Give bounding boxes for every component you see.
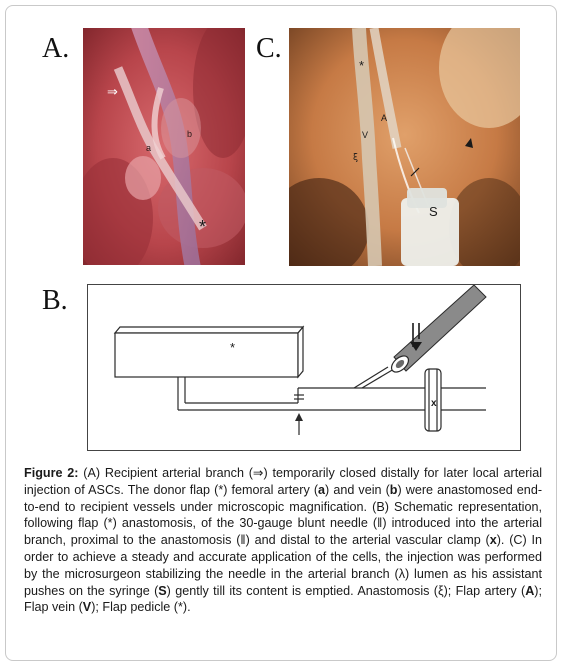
panel-b-schematic (87, 284, 521, 451)
caption-bold-1: a (318, 482, 326, 497)
panel-c-label: C. (256, 33, 282, 64)
caption-lead: Figure 2: (24, 466, 79, 480)
panel-a-star-label: * (199, 217, 207, 237)
caption-bold-5: A (525, 583, 535, 598)
panel-c-xi-label: ξ (353, 153, 359, 163)
schematic-clamp-label: x (431, 398, 437, 409)
panel-a-arrow-label: ⇒ (107, 85, 118, 100)
figure-caption (24, 465, 542, 616)
caption-seg-6: ); Flap vein ( (24, 583, 542, 615)
panel-c-a-label: A (381, 113, 388, 123)
caption-bold-3: x (489, 533, 497, 548)
schematic-diagram (88, 285, 520, 450)
panel-b-label: B. (42, 285, 68, 316)
panel-a-a-label: a (146, 143, 152, 153)
schematic-star-label: * (230, 340, 236, 355)
panel-a-label: A. (42, 33, 70, 64)
caption-seg-1: (A) Recipient arterial branch (⇒) temporarily closed distally for later local arterial injection of ASCs. The donor flap (*) femoral artery ( (24, 466, 542, 497)
caption-bold-6: V (82, 600, 92, 615)
caption-seg-3: ) were anastomosed end-to-end to recipient vessels under microscopic magnification. (B) Schematic representation, following flap (*) anastomosis, of the 30-gauge blunt needle (‖) introduced into the arterial branch, proximal to the anastomosis (‖) and distal to the arterial vascular clamp ( (24, 482, 543, 548)
caption-seg-2: ) and vein ( (325, 482, 390, 497)
caption-bold-4: S (158, 583, 167, 598)
panel-c-image (289, 28, 520, 266)
caption-seg-5: ) gently till its content is emptied. Anastomosis (ξ); Flap artery ( (166, 583, 526, 598)
panel-c-v-label: V (362, 130, 369, 140)
panel-a-photo (83, 28, 245, 265)
panel-c-photo (289, 28, 520, 266)
panel-a-b-label: b (187, 129, 193, 139)
panel-c-star-label: * (359, 58, 365, 73)
caption-seg-4: ). (C) In order to achieve a steady and accurate application of the cells, the injection was performed by the microsurgeon stabilizing the needle in the arterial branch (λ) lumen as his assistant pushes on the syringe ( (24, 533, 542, 598)
caption-bold-2: b (389, 482, 398, 497)
panel-a-image (83, 28, 245, 265)
caption-seg-7: ); Flap pedicle (*). (91, 600, 191, 615)
panel-c-s-label: S (429, 204, 438, 219)
